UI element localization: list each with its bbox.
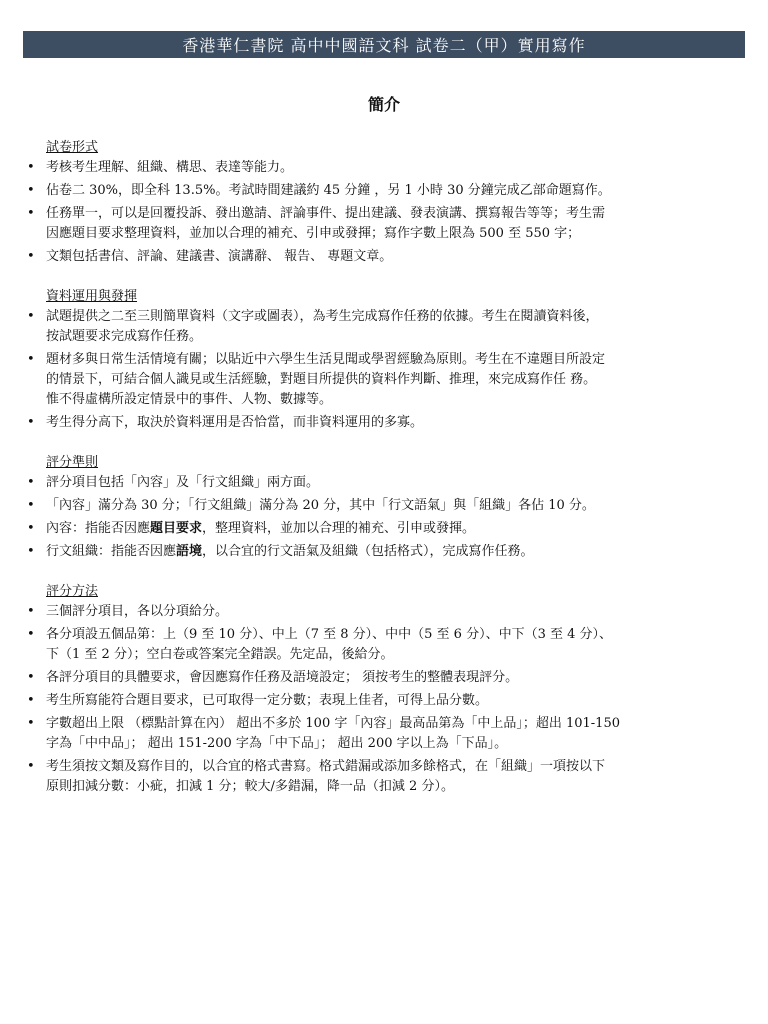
list-item: [24, 307, 724, 347]
document-body: [24, 138, 724, 817]
list-item-line: 按試題要求完成寫作任務。: [46, 329, 203, 344]
page-title: 簡介: [367, 95, 400, 114]
list-item-line: 原則扣減分數：小疵，扣減 1 分；較大/多錯漏，降一品（扣減 2 分）。: [46, 779, 454, 794]
section-heading: 試卷形式: [46, 140, 99, 155]
header-banner: 香港華仁書院 高中中國語文科 試卷二（甲）實用寫作: [23, 31, 745, 58]
list-item: [24, 204, 724, 244]
list-item-line: • 佔卷二 30%，即全科 13.5%。考試時間建議約 45 分鐘 ，另 1 小時 30 分鐘完成乙部命題寫作。: [46, 183, 611, 198]
list-item-line: • 考核考生理解、組織、構思、表達等能力。: [46, 160, 294, 175]
list-item-line: • 考生得分高下，取決於資料運用是否恰當，而非資料運用的多寡。: [46, 415, 424, 430]
list-item-line: 因應題目要求整理資料，並加以合理的補充、引申或發揮；寫作字數上限為 500 至 550 字；: [46, 226, 581, 241]
list-item: [24, 625, 724, 665]
emphasis-text: 語境: [176, 544, 203, 559]
list-item-line: • 各分項設五個品第：上（9 至 10 分）、中上（7 至 8 分）、中中（5 至 6 分）、中下（3 至 4 分）、: [46, 627, 613, 642]
list-item-line: 惟不得虛構所設定情景中的事件、人物、數據等。: [46, 392, 333, 407]
list-item-line: • 試題提供之二至三則簡單資料（文字或圖表），為考生完成寫作任務的依據。考生在閱讀資料後，: [46, 309, 599, 324]
list-item: [24, 413, 724, 433]
section: [24, 453, 724, 562]
list-item: [24, 602, 724, 622]
list-item: [24, 473, 724, 493]
list-item: [24, 757, 724, 797]
list-item: [24, 496, 724, 516]
bullet-list: [24, 158, 724, 267]
list-item-line: • 「內容」滿分為 30 分；「行文組織」滿分為 20 分，其中「行文語氣」與「組織」各佔 10 分。: [46, 498, 595, 513]
list-item-line: • 評分項目包括「內容」及「行文組織」兩方面。: [46, 475, 320, 490]
list-item-line: • 任務單一，可以是回覆投訴、發出邀請、評論事件、提出建議、發表演講、撰寫報告等等；考生需: [46, 206, 606, 221]
list-item-line: • 考生須按文類及寫作目的，以合宜的格式書寫。格式錯漏或添加多餘格式，在「組織」一項按以下: [46, 759, 606, 774]
section: [24, 582, 724, 797]
section-heading: 資料運用與發揮: [46, 289, 138, 304]
list-item: [24, 181, 724, 201]
bullet-list: [24, 473, 724, 562]
list-item: [24, 691, 724, 711]
list-item-text: ，整理資料，並加以合理的補充、引申或發揮。: [202, 521, 476, 536]
list-item-line: 的情景下，可結合個人識見或生活經驗，對題目所提供的資料作判斷、推理，來完成寫作任 務。: [46, 372, 597, 387]
list-item: [24, 714, 724, 754]
bullet-list: [24, 307, 724, 433]
list-item-line: [46, 519, 724, 539]
list-item-line: • 考生所寫能符合題目要求，已可取得一定分數；表現上佳者，可得上品分數。: [46, 693, 489, 708]
list-item-line: • 字數超出上限 （標點計算在內） 超出不多於 100 字「內容」最高品第為「中上品」；超出 101-150: [46, 716, 620, 731]
section-heading: 評分方法: [46, 584, 99, 599]
bullet-list: [24, 602, 724, 797]
list-item: [24, 668, 724, 688]
section-heading: 評分準則: [46, 455, 99, 470]
list-item-line: • 文類包括書信、評論、建議書、演講辭、 報告、 專題文章。: [46, 249, 393, 264]
emphasis-text: 題目要求: [150, 521, 203, 536]
section: [24, 287, 724, 433]
list-item-line: • 各評分項目的具體要求，會因應寫作任務及語境設定； 須按考生的整體表現評分。: [46, 670, 519, 685]
list-item-line: • 三個評分項目，各以分項給分。: [46, 604, 229, 619]
list-item-line: 下（1 至 2 分）；空白卷或答案完全錯誤。先定品，後給分。: [46, 647, 394, 662]
list-item-line: 字為「中中品」； 超出 151-200 字為「中下品」； 超出 200 字以上為「下品」。: [46, 736, 508, 751]
list-item-text: ，以合宜的行文語氣及組織（包括格式），完成寫作任務。: [202, 544, 534, 559]
list-item-line: • 題材多與日常生活情境有關；以貼近中六學生生活見聞或學習經驗為原則。考生在不違題目所設定: [46, 352, 606, 367]
list-item-line: [46, 542, 724, 562]
list-item-text: 行文組織：指能否因應: [46, 544, 177, 559]
list-item-text: 內容：指能否因應: [46, 521, 151, 536]
list-item: [24, 542, 724, 562]
list-item: [24, 350, 724, 410]
list-item: [24, 247, 724, 267]
section: [24, 138, 724, 267]
list-item: [24, 519, 724, 539]
list-item: [24, 158, 724, 178]
